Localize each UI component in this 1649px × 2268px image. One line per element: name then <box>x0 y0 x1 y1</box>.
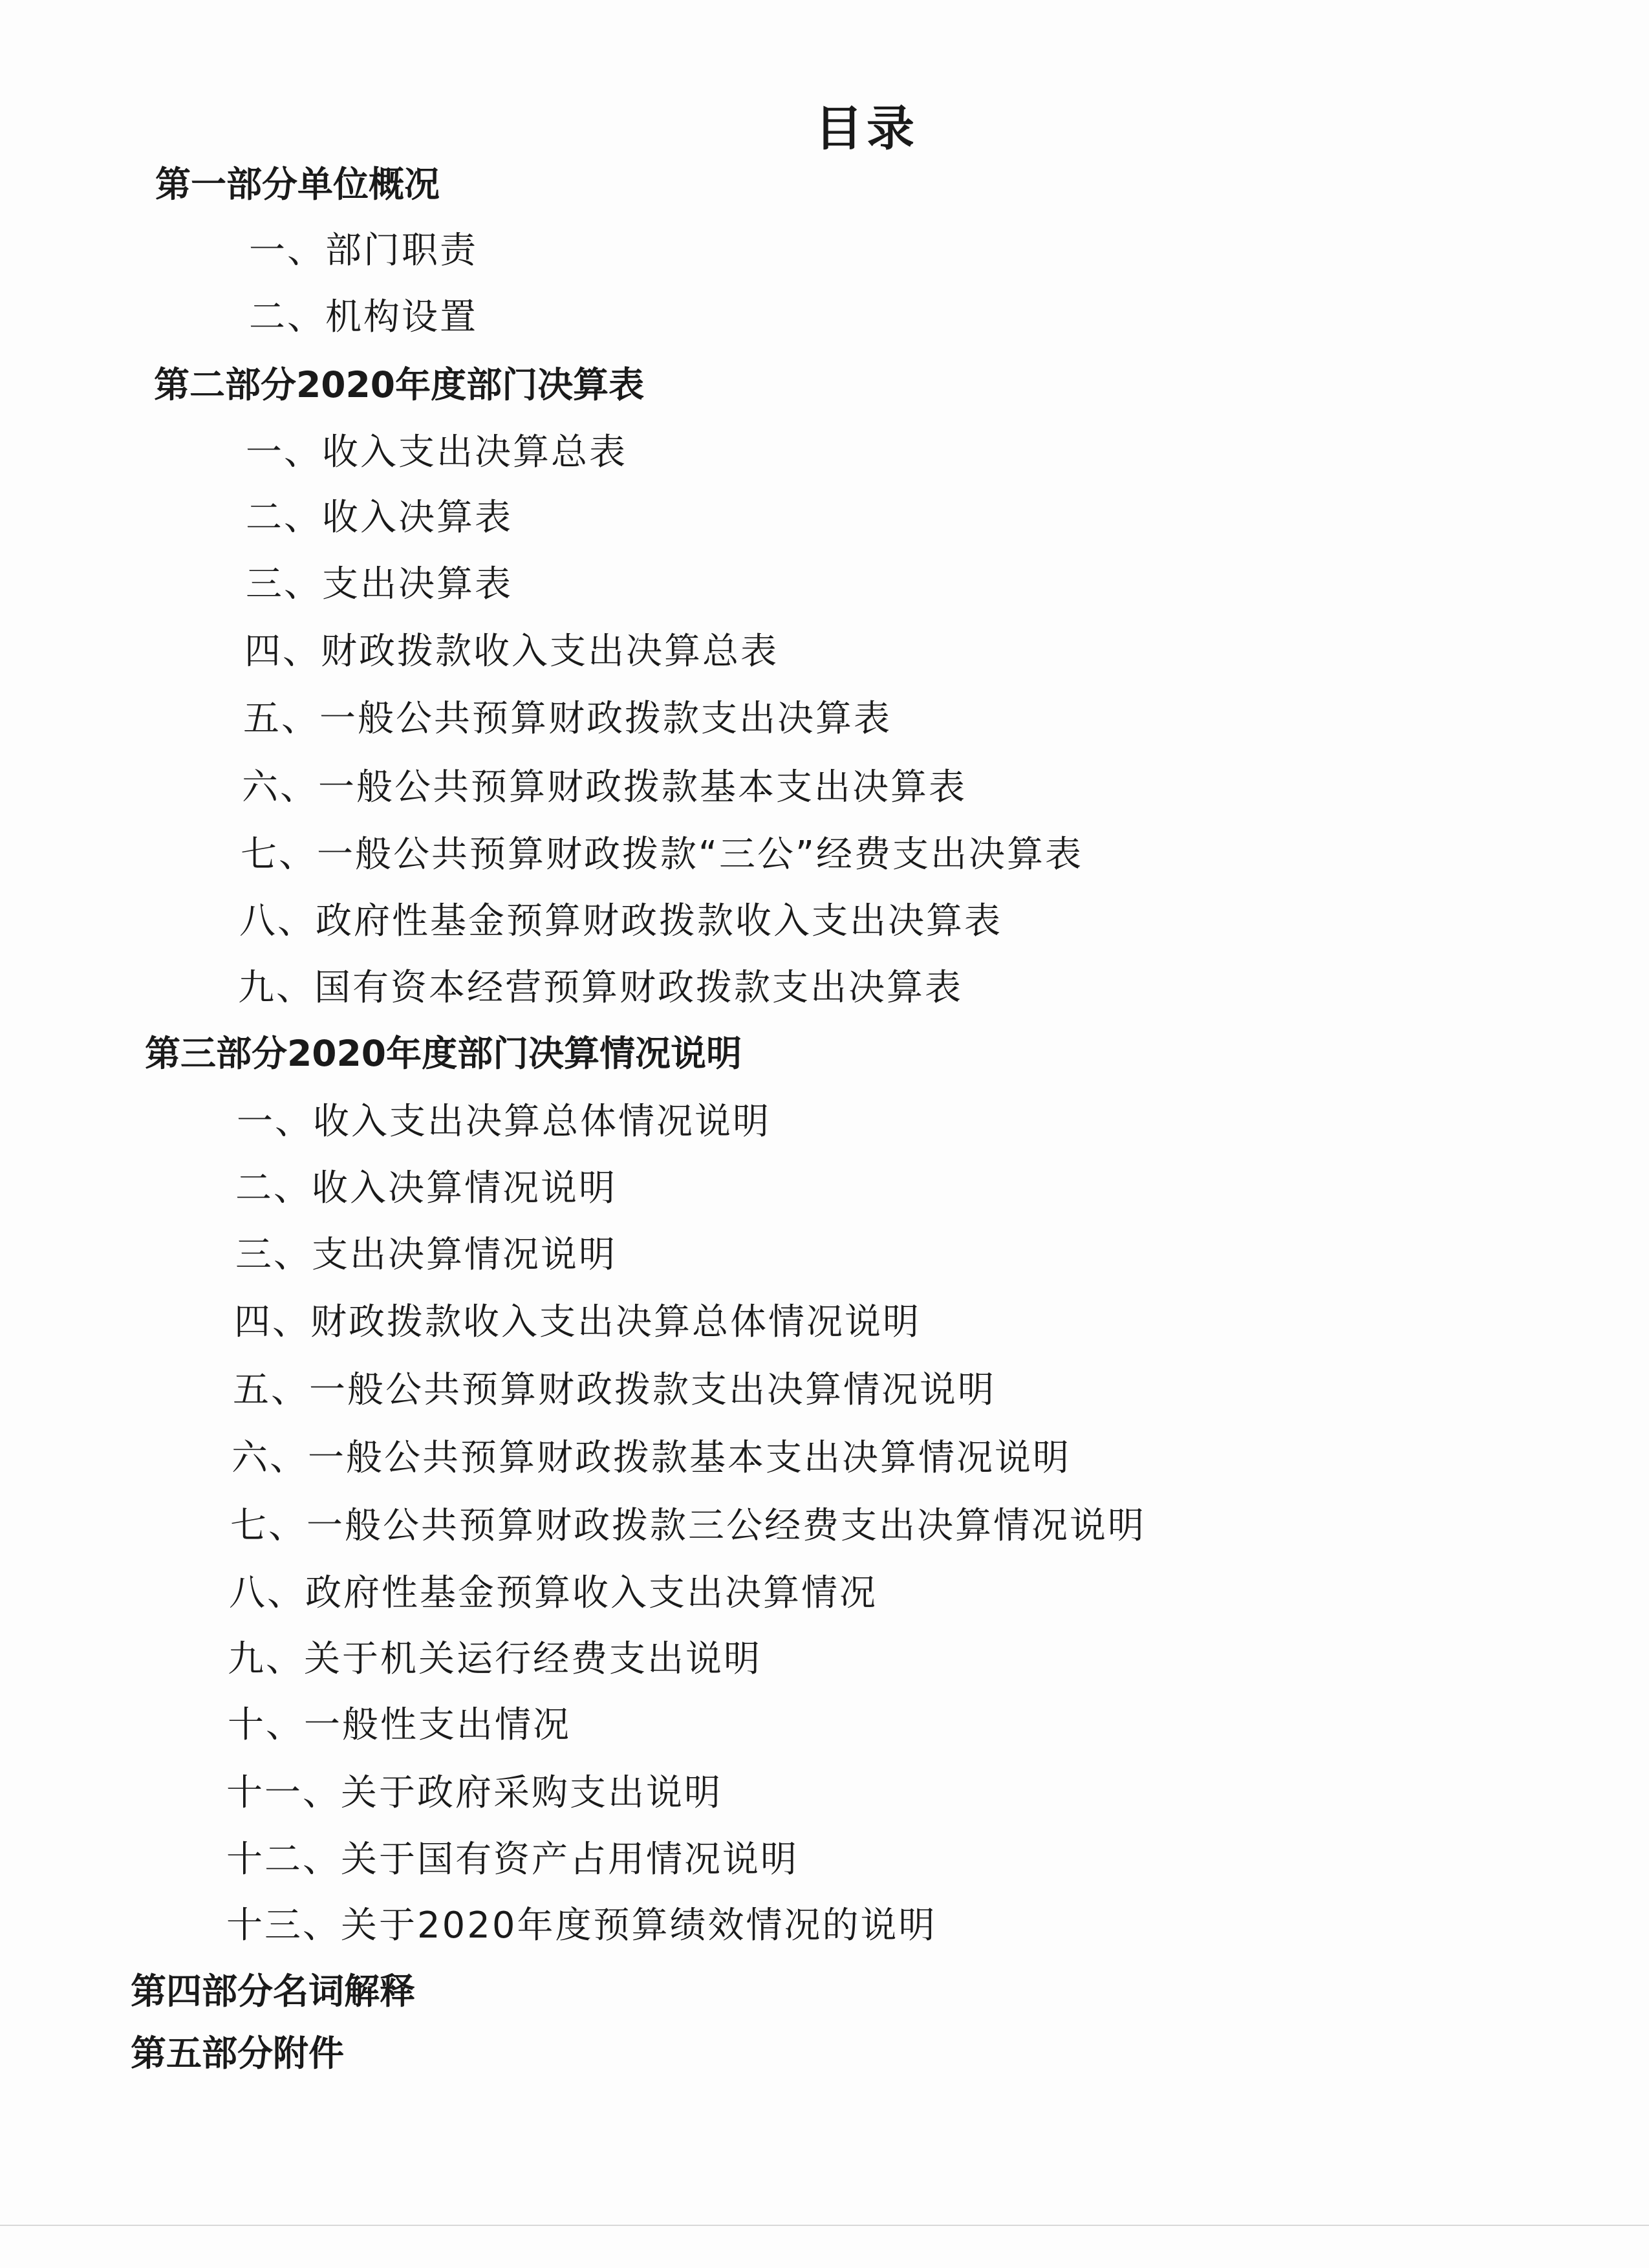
toc-part-5: 第五部分附件 <box>131 2033 345 2074</box>
toc-item: 六、一般公共预算财政拨款基本支出决算情况说明 <box>232 1437 1071 1479</box>
toc-item: 三、支出决算情况说明 <box>235 1234 617 1276</box>
toc-item: 五、一般公共预算财政拨款支出决算表 <box>243 698 892 740</box>
toc-item: 七、一般公共预算财政拨款“三公”经费支出决算表 <box>241 834 1084 876</box>
toc-item: 二、收入决算情况说明 <box>235 1167 617 1209</box>
toc-part-3: 第三部分2020年度部门决算情况说明 <box>145 1033 742 1074</box>
toc-item: 十一、关于政府采购支出说明 <box>226 1772 722 1814</box>
toc-item: 二、收入决算表 <box>246 497 513 539</box>
toc-part-4: 第四部分名词解释 <box>131 1971 416 2012</box>
page-title: 目录 <box>815 101 918 157</box>
toc-item: 十二、关于国有资产占用情况说明 <box>226 1839 799 1881</box>
toc-item: 四、财政拨款收入支出决算总表 <box>244 631 779 673</box>
toc-item: 八、政府性基金预算财政拨款收入支出决算表 <box>239 900 1002 942</box>
toc-item: 七、一般公共预算财政拨款三公经费支出决算情况说明 <box>230 1505 1146 1547</box>
toc-item: 一、收入支出决算总体情况说明 <box>237 1101 771 1143</box>
toc-item: 四、财政拨款收入支出决算总体情况说明 <box>234 1301 921 1343</box>
toc-item: 十三、关于2020年度预算绩效情况的说明 <box>226 1905 937 1947</box>
toc-item: 十、一般性支出情况 <box>228 1704 571 1746</box>
toc-item: 三、支出决算表 <box>246 563 513 605</box>
toc-item: 一、部门职责 <box>249 230 478 272</box>
scan-edge-line <box>0 2225 1649 2226</box>
toc-item: 五、一般公共预算财政拨款支出决算情况说明 <box>233 1369 996 1411</box>
toc-part-2: 第二部分2020年度部门决算表 <box>154 364 645 405</box>
toc-item: 九、国有资本经营预算财政拨款支出决算表 <box>238 967 963 1009</box>
toc-item: 九、关于机关运行经费支出说明 <box>228 1638 762 1680</box>
toc-item: 六、一般公共预算财政拨款基本支出决算表 <box>242 766 967 808</box>
toc-part-1: 第一部分单位概况 <box>155 164 440 205</box>
toc-item: 一、收入支出决算总表 <box>246 431 627 473</box>
toc-item: 二、机构设置 <box>249 296 478 338</box>
toc-item: 八、政府性基金预算收入支出决算情况 <box>229 1572 878 1614</box>
